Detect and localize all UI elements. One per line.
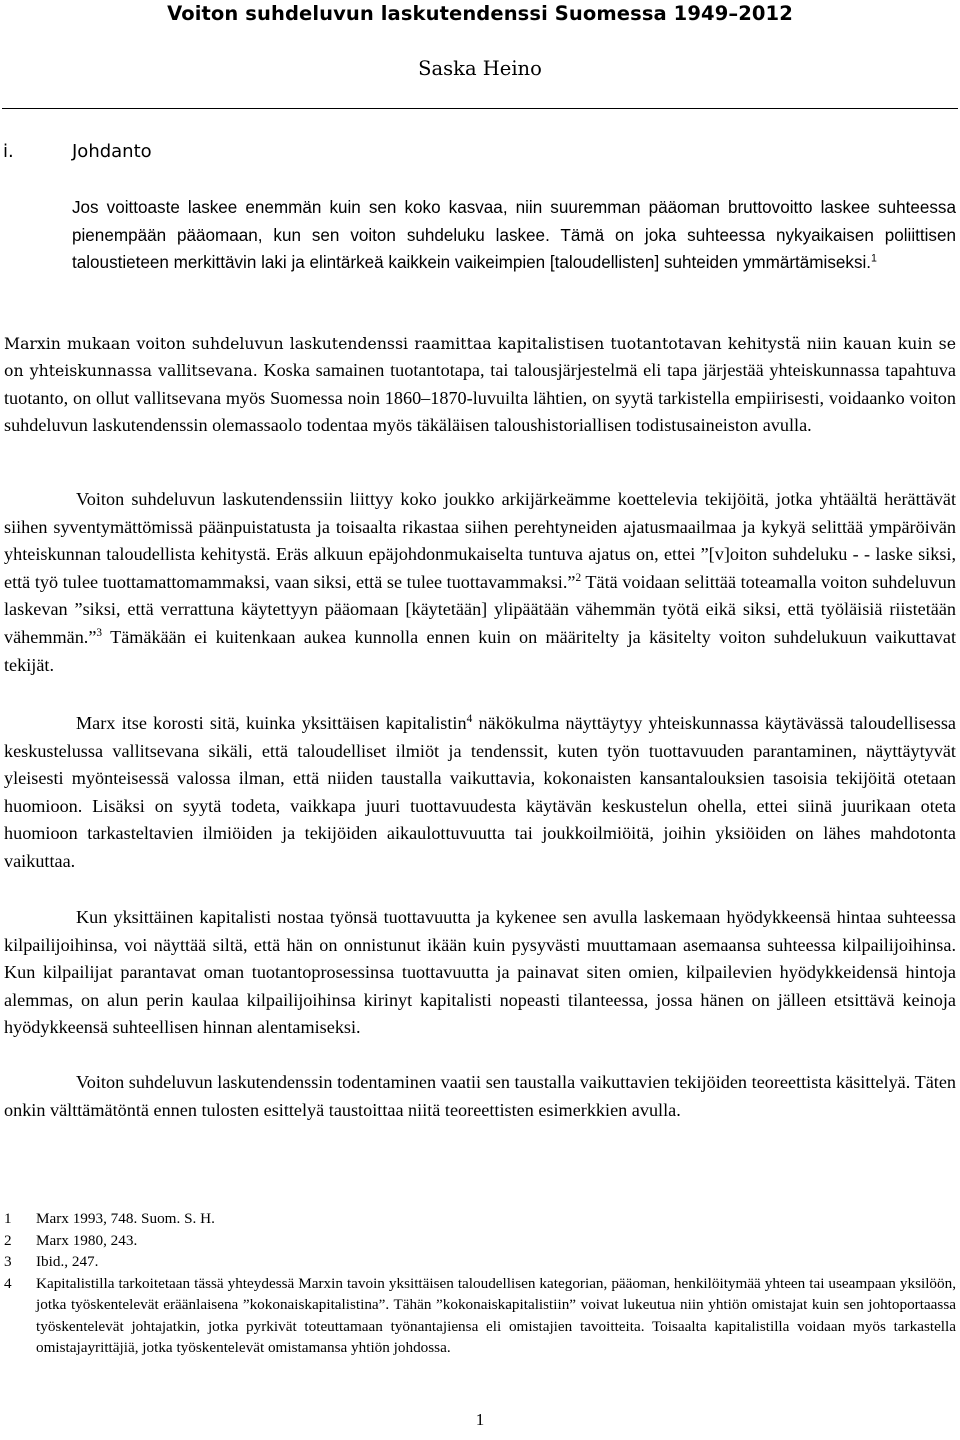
footnote-text: Kapitalistilla tarkoitetaan tässä yhteydessä Marxin tavoin yksittäisen taloudellisen kategorian, pääoman, henkilöitymää yhteen tai useampaan yksilöön, jotka työskentelevät eräänlaisena ”kokonaiskapitalistina”. Tähän ”kokonaiskapitalistiin” voivat lukeutua niin yhtiön omistajat kuin sen johtoportaassa työskentelevät johtajatkin, jotka pyrkivät toteuttamaan työnantajiensa eli omistajien tavoitteita. Toisaalta kapitalistilla voidaan myös tarkastella omistajayrittäjiä, jotka työskentelevät omistamansa yhtiön johdossa. [36,1274,956,1356]
author-name: Saska Heino [418,57,542,80]
footnote-text: Marx 1980, 243. [36,1231,138,1249]
footnote [4,1251,956,1273]
intro-paragraph-lead: Marxin mukaan voiton suhdeluvun laskutendenssi raamittaa kapitalistisen tuotantotavan kehitystä niin kauan kuin se on yhteiskunnassa vallitsevana. [4,334,956,380]
section-title: Johdanto [72,141,152,162]
body-paragraph-3-text-c: Tämäkään ei kuitenkaan aukea kunnolla ennen kuin on määritelty ja käsitelty voiton suhdelukuun vaikuttavat tekijät. [4,626,956,675]
intro-paragraph [4,330,956,440]
body-paragraph-3-text-a: Voiton suhdeluvun laskutendenssiin liittyy koko joukko arkijärkeämme koettelevia tekijöitä, jotka yhtäältä herättävät siihen syventymättömissä päänpuistatusta ja toisaalta rikastaa siihen perehtyneiden ajatusmaailmaa ja kykyä selittää ympäröivän yhteiskunnan taloudellista kehitystä. Eräs alkuun epäjohdonmukaiselta tuntuva ajatus on, ettei ”[v]oiton suhdeluku - - laske siksi, että työ tulee tuottamattomammaksi, vaan siksi, että se tulee tuottavammaksi.” [4,489,956,592]
footnote-ref-4: 4 [466,712,473,725]
footnote [4,1273,956,1359]
footnote-ref-3: 3 [96,626,103,639]
footnote-text: Marx 1993, 748. Suom. S. H. [36,1210,215,1227]
page-number: 1 [475,1410,485,1429]
body-paragraph-3-text-b: Tätä voidaan selittää toteamalla voiton suhdeluvun laskevan ”siksi, että verrattuna käytettyyn pääomaan [käytetään] ylipäätään vähemmän työtä eikä siksi, että työläisiä riistetään vähemmän.” [4,571,956,647]
body-paragraph-3 [4,486,956,679]
body-paragraph-5: Kun yksittäinen kapitalisti nostaa työnsä tuottavuutta ja kykenee sen avulla laskemaan hyödykkeensä hintaa suhteessa kilpailijoihinsa, voi näyttää siltä, että hän on onnistunut ikään kuin pysyvästi muuttamaan asemaansa suhteessa kilpailijoihinsa. Kun kilpailijat parantavat oman tuotantoprosessinsa tuottavuutta ja painavat siten omien, kilpailevien hyödykkeidensä hintoja alemmas, on alun perin kaulaa kilpailijoihinsa kirinyt kapitalisti nopeasti tilanteessa, jossa hänen on jälleen etsittävä keinoja hyödykkeensä suhteellisen hinnan alentamiseksi. [4,907,956,1038]
body-paragraph-4 [4,710,956,876]
body-paragraph-6: Voiton suhdeluvun laskutendenssin todentaminen vaatii sen taustalla vaikuttavien tekijöiden teoreettista käsittelyä. Täten onkin välttämätöntä ennen tulosten esittelyä taustoittaa niitä teoreettisten esimerkkien avulla. [4,1072,956,1120]
intro-paragraph-body: Koska samainen tuotantotapa, tai talousjärjestelmä eli tapa järjestää yhteiskunnassa tapahtuva tuotanto, on ollut vallitsevana myös Suomessa noin 1860–1870-luvuilta lähtien, on syytä tarkistella empiirisesti, voidaanko voiton suhdeluvun laskutendenssin olemassaolo todentaa myös täkäläisen taloushistoriallisen todistusaineiston avulla. [4,360,956,436]
footnote-number: 1 [4,1210,12,1227]
section-number: i. [3,141,14,162]
footnote-text: Ibid., 247. [36,1253,99,1270]
header-divider [2,108,958,109]
footnotes-section [4,1208,956,1359]
epigraph-text: Jos voittoaste laskee enemmän kuin sen koko kasvaa, niin suuremman pääoman bruttovoitto laskee suhteessa pienempään pääomaan, kun sen voiton suhdeluku laskee. Tämä on joka suhteessa nykyaikaisen poliittisen taloustieteen merkittävin laki ja elintärkeä kaikkein vaikeimpien [taloudellisten] suhteiden ymmärtämiseksi. [72,198,956,272]
footnote-ref-2: 2 [575,571,582,584]
footnote [4,1208,956,1230]
epigraph-quote [72,194,956,277]
footnote [4,1230,956,1252]
footnote-number: 4 [4,1274,12,1292]
footnote-ref-1: 1 [871,252,877,265]
footnote-number: 3 [4,1253,12,1270]
body-paragraph-4-text-b: näkökulma näyttäytyy yhteiskunnassa käytävässä taloudellisessa keskustelussa vallitsevana sikäli, että taloudelliset ilmiöt ja tendenssit, kuten työn tuottavuuden parantaminen, näyttäytyvät yleisesti myönteisessä valossa ilman, että niiden taustalla vaikuttavia, kokonaisten kansantalouksien tasoisia tekijöitä otetaan huomioon. Lisäksi on syytä todeta, vaikkapa juuri tuottavuudesta käytävän keskustelun ohella, ettei siinä juurikaan oteta huomioon tarkasteltavien ilmiöiden ja tekijöiden aikaulottuvuutta tai joukkoilmiöitä, joihin yksiöiden on lähes mahdotonta vaikuttaa. [4,713,957,871]
body-paragraph-4-text-a: Marx itse korosti sitä, kuinka yksittäisen kapitalistin [76,713,467,733]
document-title: Voiton suhdeluvun laskutendenssi Suomessa 1949–2012 [167,2,793,25]
footnote-number: 2 [4,1231,12,1249]
